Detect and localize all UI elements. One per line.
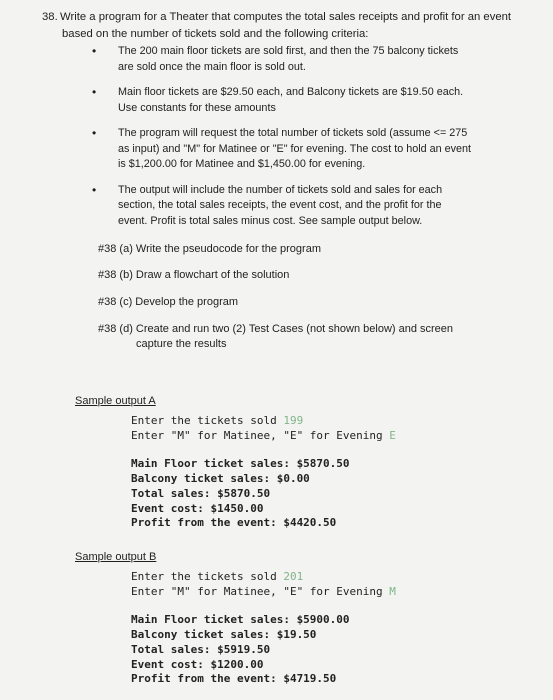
bullet-icon: • <box>92 182 97 197</box>
criteria-text: The program will request the total number of tickets sold (assume <= 275 as input) and "M" for Matinee or "E" for evening. The cost to hold an event is $1,200.00 for Matinee and $1,450.00 for evening. <box>118 127 472 170</box>
sample-a-prompt-tickets: Enter the tickets sold 199 <box>131 414 304 427</box>
criteria-text: The output will include the number of tickets sold and sales for each section, the total sales receipts, the event cost, and the profit for the event. Profit is total sales minus cost. See sample output below. <box>118 183 443 227</box>
sample-a-label: Sample output A <box>75 395 156 407</box>
sample-a-line: Profit from the event: $4420.50 <box>131 516 337 530</box>
sample-a-line: Event cost: $1450.00 <box>131 501 264 515</box>
criteria-item <box>92 183 472 230</box>
part-d-line2: capture the results <box>136 338 227 350</box>
sample-b-prompt-tickets: Enter the tickets sold 201 <box>131 570 304 583</box>
sample-b-label: Sample output B <box>75 551 157 563</box>
bullet-icon: • <box>92 85 97 99</box>
part-a: #38 (a) Write the pseudocode for the program <box>98 243 321 255</box>
sample-a-line: Total sales: $5870.50 <box>131 486 271 500</box>
sample-b-line: Profit from the event: $4719.50 <box>131 672 337 686</box>
sample-b-line: Balcony ticket sales: $19.50 <box>131 628 317 642</box>
bullet-icon: • <box>92 44 97 58</box>
sample-a-output <box>131 414 396 531</box>
criteria-text: Main floor tickets are $29.50 each, and Balcony tickets are $19.50 each. Use constants for these amounts <box>118 86 464 114</box>
sample-b-line: Event cost: $1200.00 <box>131 657 264 671</box>
part-d-line1: #38 (d) Create and run two (2) Test Cases (not shown below) and screen <box>98 323 454 335</box>
criteria-item <box>92 85 472 116</box>
sample-a-input-type: E <box>389 428 396 442</box>
sample-b-prompt-type: Enter "M" for Matinee, "E" for Evening M <box>131 584 396 598</box>
criteria-list <box>92 44 472 239</box>
sample-b-line: Main Floor ticket sales: $5900.00 <box>131 613 350 627</box>
question-number: 38. <box>42 11 58 23</box>
bullet-icon: • <box>92 126 97 140</box>
criteria-item <box>92 126 472 173</box>
question-heading <box>42 9 532 42</box>
sample-a-input-tickets: 199 <box>283 414 304 427</box>
sample-b-input-tickets: 201 <box>283 570 304 583</box>
sample-a-line: Main Floor ticket sales: $5870.50 <box>131 457 350 471</box>
part-b: #38 (b) Draw a flowchart of the solution <box>98 269 290 281</box>
sample-b-output <box>131 570 396 687</box>
criteria-text: The 200 main floor tickets are sold first, and then the 75 balcony tickets are sold once the main floor is sold out. <box>118 45 459 73</box>
sample-a-prompt-type: Enter "M" for Matinee, "E" for Evening E <box>131 428 396 442</box>
sample-b-line: Total sales: $5919.50 <box>131 642 271 656</box>
question-text: Write a program for a Theater that computes the total sales receipts and profit for an event based on the number of tickets sold and the following criteria: <box>60 11 512 40</box>
criteria-item <box>92 44 472 75</box>
sample-b-input-type: M <box>389 584 396 598</box>
part-d <box>98 322 453 352</box>
sample-a-line: Balcony ticket sales: $0.00 <box>131 472 310 486</box>
part-c: #38 (c) Develop the program <box>98 296 239 308</box>
